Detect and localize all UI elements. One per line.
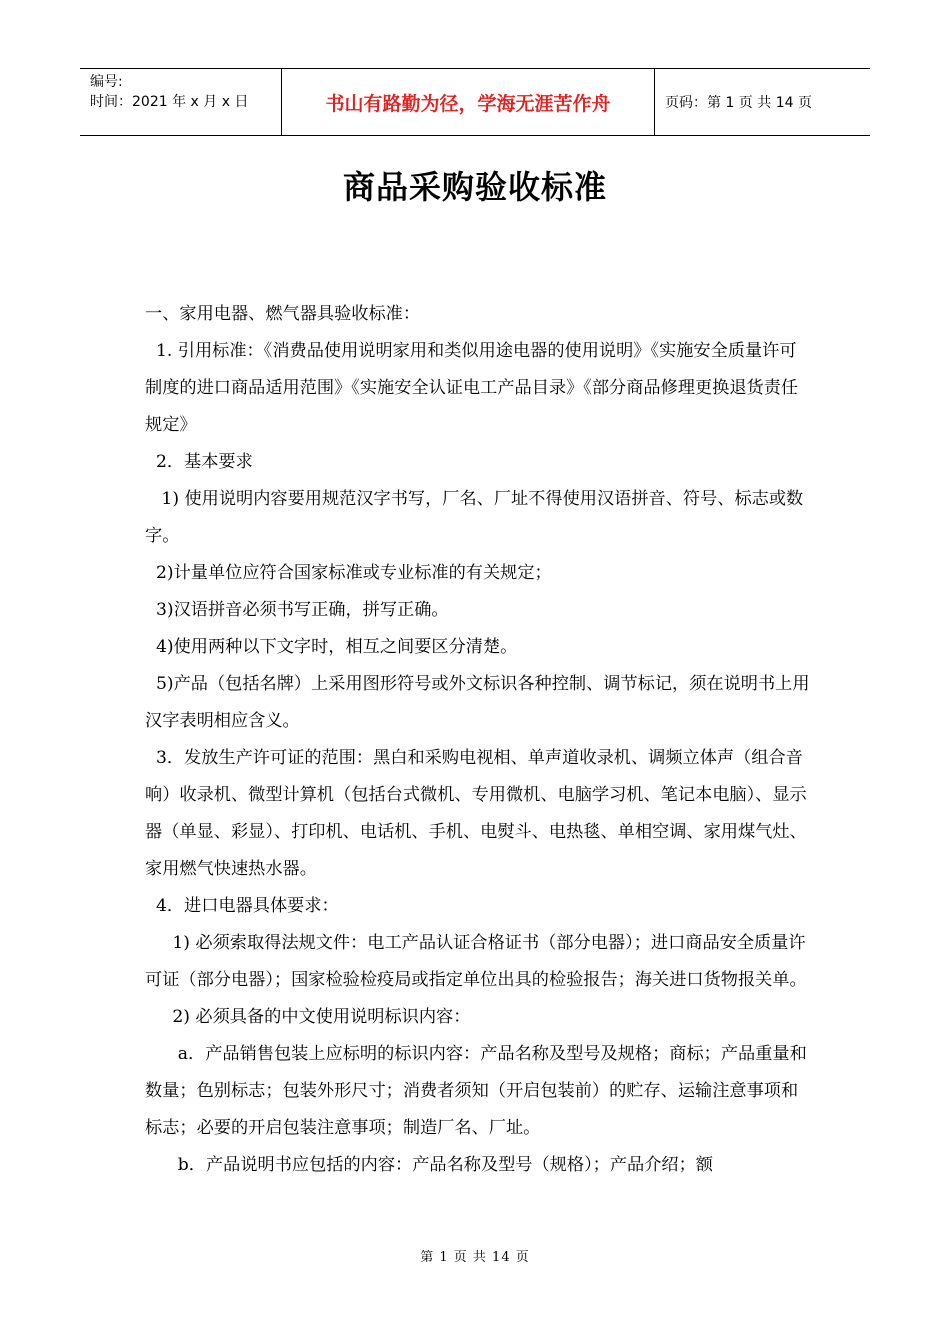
paragraph: 1) 使用说明内容要用规范汉字书写，厂名、厂址不得使用汉语拼音、符号、标志或数字。 [145, 489, 804, 546]
document-title: 商品采购验收标准 [342, 168, 607, 206]
paragraph: 2) 必须具备的中文使用说明标识内容： [145, 1007, 471, 1027]
paragraph: 5)产品（包括名牌）上采用图形符号或外文标识各种控制、调节标记，须在说明书上用汉字表明相应含义。 [145, 674, 810, 731]
paragraph: 1) 必须索取得法规文件：电工产品认证合格证书（部分电器）；进口商品安全质量许可证（部分电器）；国家检验检疫局或指定单位出具的检验报告；海关进口货物报关单。 [145, 933, 807, 990]
paragraph: 一、家用电器、燃气器具验收标准： [145, 304, 421, 324]
header-page-number: 页码：第 1 页 共 14 页 [665, 95, 812, 111]
paragraph: 3)汉语拼音必须书写正确，拼写正确。 [145, 600, 449, 620]
paragraph: 3．发放生产许可证的范围：黑白和采购电视相、单声道收录机、调频立体声（组合音响）收录机、微型计算机（包括台式微机、专用微机、电脑学习机、笔记本电脑）、显示器（单显、彩显）、打印机、电话机、手机、电熨斗、电热毯、单相空调、家用煤气灶、家用燃气快速热水器。 [145, 748, 807, 879]
header-meta [80, 69, 282, 135]
paragraph: 2．基本要求 [145, 452, 253, 472]
page-header [80, 68, 870, 136]
paragraph: 2)计量单位应符合国家标准或专业标准的有关规定； [145, 563, 552, 583]
header-motto: 书山有路勤为径，学海无涯苦作舟 [282, 69, 655, 135]
document-body [145, 296, 810, 1184]
document-code-label: 编号: [90, 74, 123, 90]
paragraph: 4．进口电器具体要求： [145, 896, 339, 916]
paragraph: a．产品销售包装上应标明的标识内容：产品名称及型号及规格；商标；产品重量和数量；色别标志；包装外形尺寸；消费者须知（开启包装前）的贮存、运输注意事项和标志；必要的开启包装注意事项；制造厂名、厂址。 [145, 1044, 807, 1138]
paragraph: 4)使用两种以下文字时，相互之间要区分清楚。 [145, 637, 518, 657]
document-date-label: 时间：2021 年 x 月 x 日 [90, 94, 249, 110]
page-footer: 第 1 页 共 14 页 [420, 1250, 530, 1265]
paragraph: 1. 引用标准：《消费品使用说明家用和类似用途电器的使用说明》《实施安全质量许可制度的进口商品适用范围》《实施安全认证电工产品目录》《部分商品修理更换退货责任规定》 [145, 341, 799, 435]
paragraph: b．产品说明书应包括的内容：产品名称及型号（规格）；产品介绍；额 [145, 1155, 713, 1175]
